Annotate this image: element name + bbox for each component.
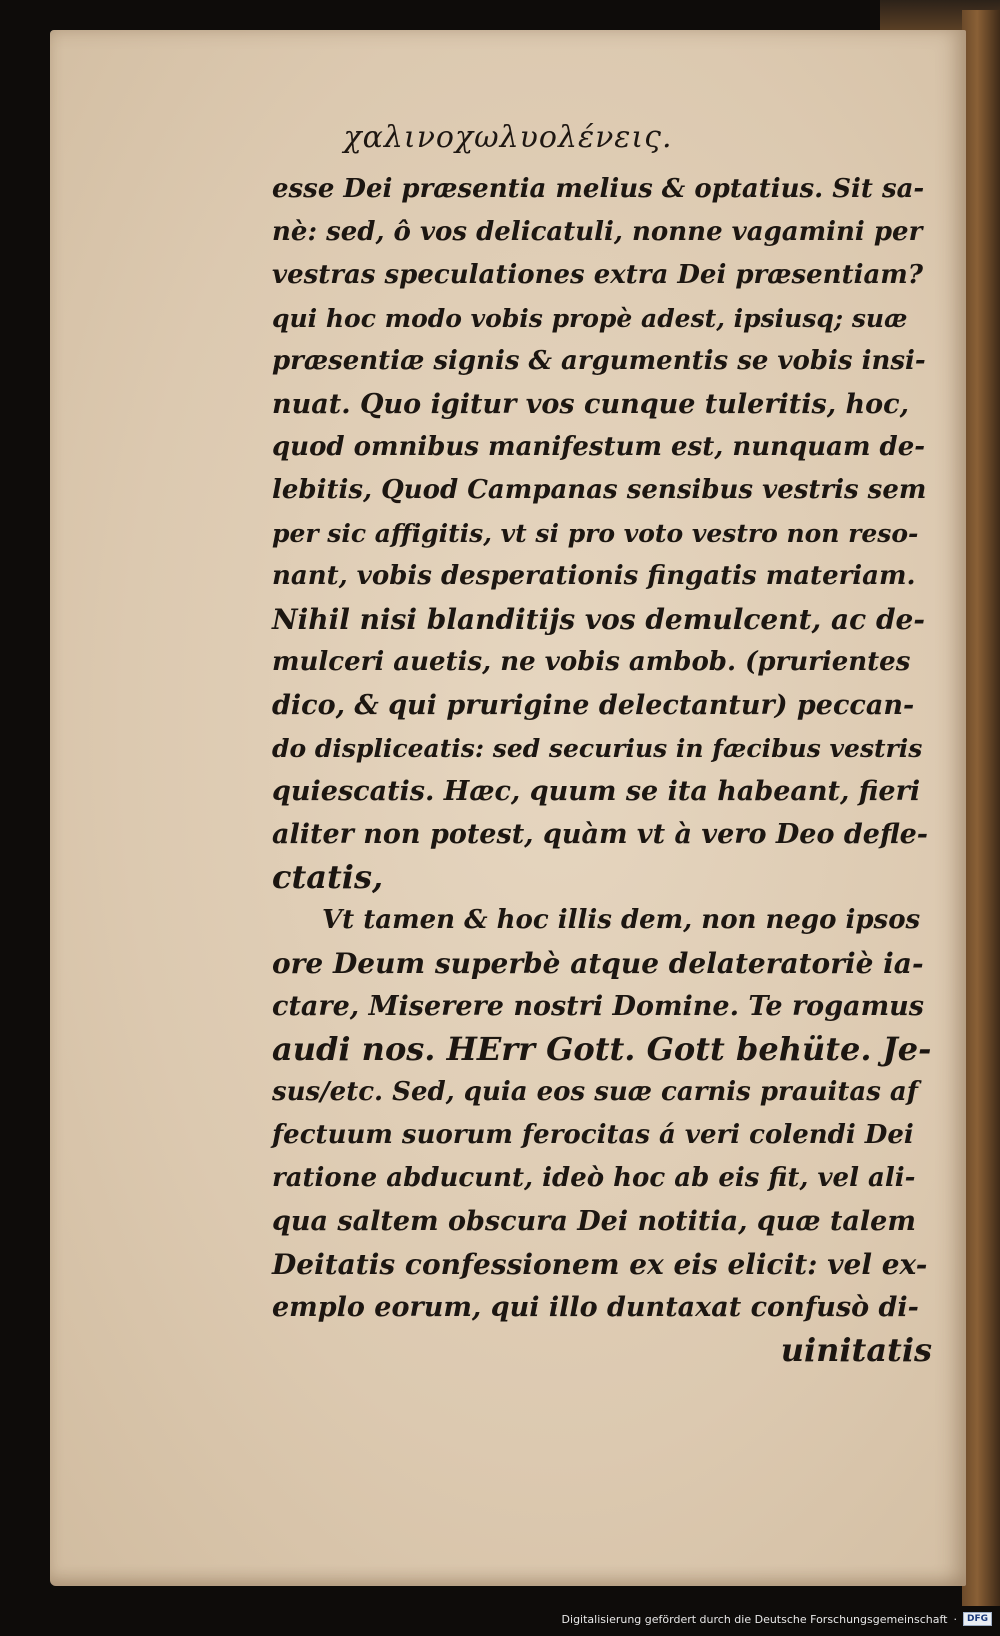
text-line: vestras speculationes extra Dei præsentiam? xyxy=(272,260,924,290)
text-line: esse Dei præsentia melius & optatius. Sit sa- xyxy=(272,174,925,204)
text-line: ratione abducunt, ideò hoc ab eis fit, vel ali- xyxy=(272,1163,916,1193)
running-header: χαλινοχωλυολένεις. xyxy=(343,120,673,155)
text-line: fectuum suorum ferocitas á veri colendi Dei xyxy=(272,1120,914,1150)
text-line: ore Deum superbè atque delateratoriè ia- xyxy=(272,947,924,980)
text-line: nant, vobis desperationis fingatis materiam. xyxy=(272,561,916,591)
catchword: uinitatis xyxy=(780,1331,932,1369)
text-line: aliter non potest, quàm vt à vero Deo defle- xyxy=(272,819,928,850)
book-spine-edge xyxy=(962,10,1000,1606)
text-line: emplo eorum, qui illo duntaxat confusò di- xyxy=(272,1292,919,1323)
text-line: do displiceatis: sed securius in fæcibus vestris xyxy=(272,734,923,763)
text-line: audi nos. HErr Gott. Gott behüte. Je- xyxy=(272,1030,932,1068)
text-line: qua saltem obscura Dei notitia, quæ talem xyxy=(272,1206,916,1237)
text-line: præsentiæ signis & argumentis se vobis insi- xyxy=(272,346,926,376)
text-line: dico, & qui prurigine delectantur) peccan- xyxy=(272,690,915,721)
text-line: sus/etc. Sed, quia eos suæ carnis prauitas af xyxy=(272,1077,918,1107)
text-line: nè: sed, ô vos delicatuli, nonne vagamini per xyxy=(272,217,923,247)
text-line: ctare, Miserere nostri Domine. Te rogamus xyxy=(272,991,924,1022)
text-line: mulceri auetis, ne vobis ambob. (prurientes xyxy=(272,647,911,677)
text-line: nuat. Quo igitur vos cunque tuleritis, hoc, xyxy=(272,389,910,420)
text-line: quiescatis. Hæc, quum se ita habeant, fieri xyxy=(272,776,921,807)
dfg-logo: DFG xyxy=(963,1612,992,1626)
text-line: qui hoc modo vobis propè adest, ipsiusq; suæ xyxy=(272,304,908,333)
text-line: Nihil nisi blanditijs vos demulcent, ac de- xyxy=(272,603,925,636)
text-line: quod omnibus manifestum est, nunquam de- xyxy=(272,432,926,462)
digitization-footer: Digitalisierung gefördert durch die Deutsche Forschungsgemeinschaft · DFG xyxy=(562,1612,992,1626)
body-text xyxy=(272,168,932,1372)
text-line: Vt tamen & hoc illis dem, non nego ipsos xyxy=(322,905,921,935)
text-line: per sic affigitis, vt si pro voto vestro non reso- xyxy=(272,519,919,548)
text-line: Deitatis confessionem ex eis elicit: vel ex- xyxy=(272,1248,928,1281)
text-line: ctatis, xyxy=(272,858,384,896)
footer-credit: Digitalisierung gefördert durch die Deutsche Forschungsgemeinschaft xyxy=(561,1612,948,1626)
book-page xyxy=(50,30,966,1586)
text-line: lebitis, Quod Campanas sensibus vestris sem xyxy=(272,475,927,505)
